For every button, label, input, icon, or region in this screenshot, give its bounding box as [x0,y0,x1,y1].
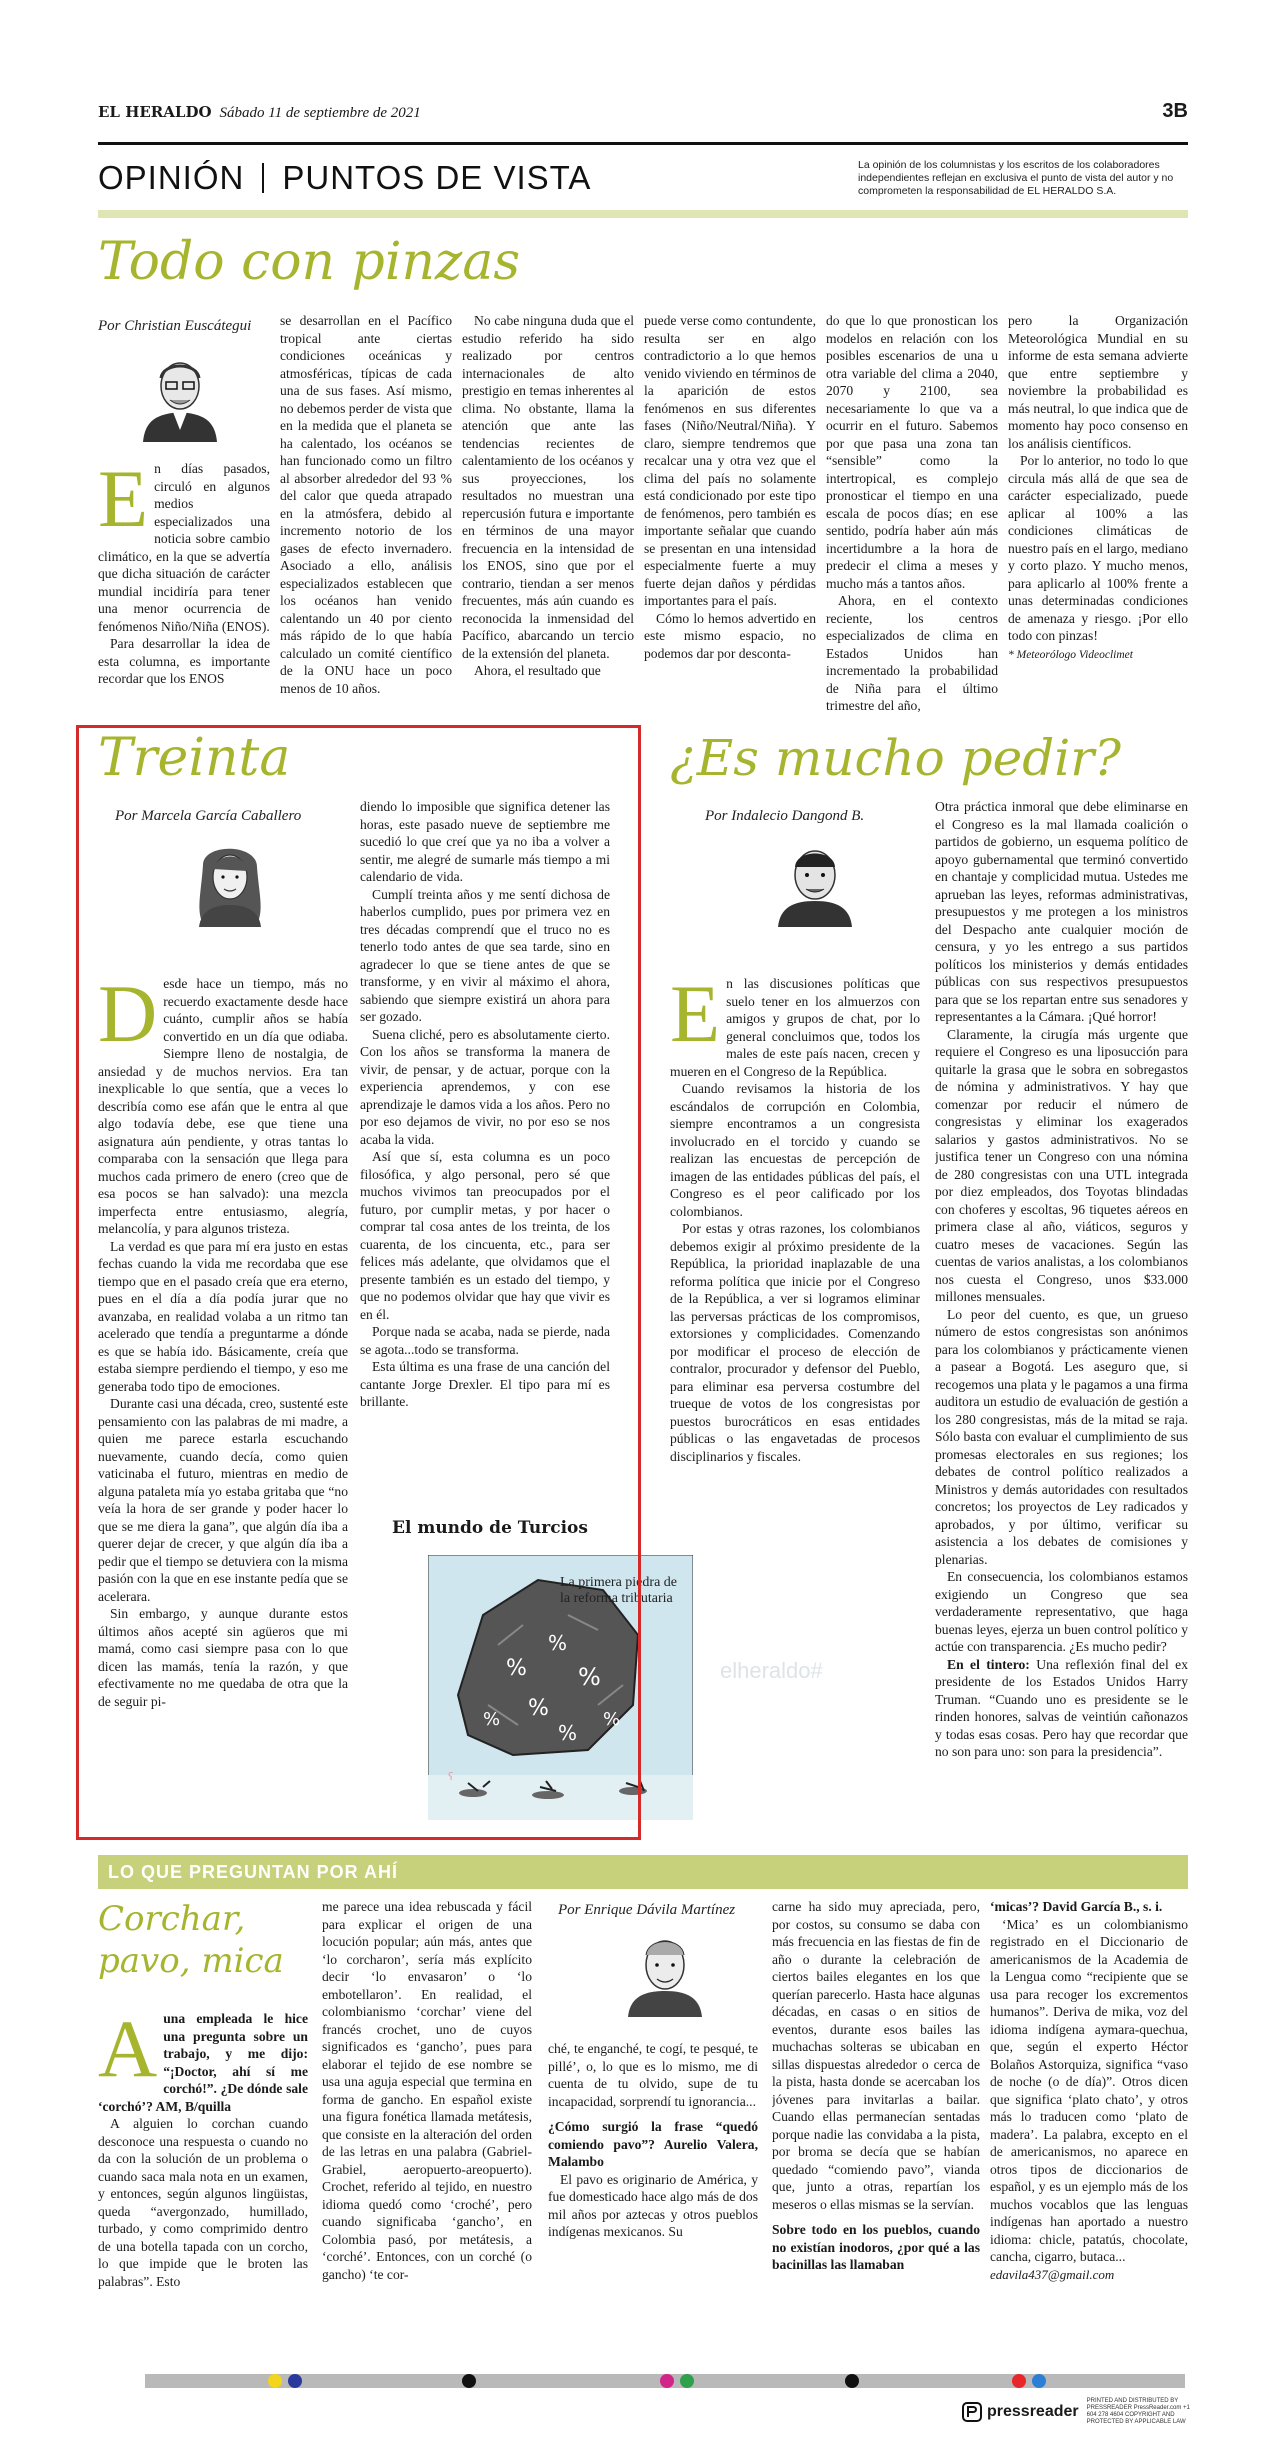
paragraph: Por estas y otras razones, los colombianos debemos exigir al próximo presidente de la República, la prioridad inaplazable de una reforma política que inicie por el Congreso de la República, a ver si logramos eliminar las perversas prácticas de los compromisos, extorsiones y complicidades. Comenzando por modificar el proceso de elección de contralor, procurador y defensor del Pueblo, para eliminar esa perversa costumbre del trueque de votos de los congresistas por puestos burocráticos en esas entidades públicas o las engavetadas de procesos disciplinarios y fiscales. [670,1221,920,1464]
author-portrait [620,1925,710,2017]
article-column [322,1898,532,2363]
paragraph: Claramente, la cirugía más urgente que requiere el Congreso es una liposucción para quitarle la grasa que le sobra en sobregastos de nómina y administrativos. Y hay que comenzar por reducir el número de congresistas y eliminar los exagerados salarios y gastos administrativos. No se justifica tener un Congreso con una nómina de 280 congresistas con una UTL integrada por diez empleados, dos Toyotas blindadas con choferes y escoltas, 96 tiquetes aéreos en primera clase al año, viáticos, seguros y cuatro meses de vacaciones. Según las cuentas de varios analistas, a los colombianos nos cuesta el Congreso, unos $33.000 millones mensuales. [935,1026,1188,1304]
registration-dot [1032,2374,1046,2388]
section-divider [262,163,264,193]
article-column [280,312,452,712]
page-number: 3B [1162,100,1188,122]
author-portrait [135,350,225,442]
registration-dot [1012,2374,1026,2388]
closing-note-label: En el tintero: [947,1656,1030,1672]
registration-dot [845,2374,859,2388]
article-column [772,1898,980,2363]
paragraph: La verdad es que para mí era justo en estas fechas cuando la vida me recordaba que ese tiempo que en el pasado creía que era eterno, pues en el día a día podía jurar que no avanzaba, en realidad volaba a un ritmo tan acelerado que tendía a preguntarme a dónde es que se había ido. Básicamente, creía que estaba siempre perdiendo el tiempo, y eso me generaba todo tipo de emociones. [98,1238,348,1394]
paragraph: Cuando revisamos la historia de los escándalos de corrupción en Colombia, siempre encontramos a un congresista involucrado en el torcido y cuando se realizan las encuestas de percepción de imagen de las entidades públicas del país, el Congreso es el peor calificado por los colombianos. [670,1081,920,1219]
article-column [98,2010,308,2360]
author-portrait [770,835,860,927]
paragraph: me parece una idea rebuscada y fácil para explicar el origen de una locución popular; aún más, antes que ‘lo corcharon’, sería más explícito decir ‘lo envasaron’ o ‘lo embotellaron’. En realidad, el colombianismo ‘corchar’ viene del francés crochet, uno de cuyos significados es ‘gancho’, pues para elaborar el tejido de ese nombre se usa una aguja especial que termina en forma de gancho. En español existe una figura fonética llamada metátesis, que consiste en la alteración del orden de las letras en una palabra (Gabriel-Grabiel, aeropuerto-areopuerto). Crochet, referido al tejido, en nuestro idioma quedó como ‘croché’, pero cuando significaba ‘gancho’, en Colombia pasó, por metátesis, a ‘corché’. Entonces, con un corché (o gancho) ‘te cor- [322,1899,532,2282]
reader-question [548,2118,758,2171]
reader-question [772,2221,980,2274]
article-column [462,312,634,712]
paragraph: Ahora, el resultado que [474,663,601,678]
paragraph: En consecuencia, los colombianos estamos exigiendo un Congreso que sea verdaderamente representativo, que haga buenas leyes, ejerza un buen control político y actúe con transparencia. ¿Es mucho pedir? [935,1569,1188,1654]
reader-question: una empleada le hice una pregunta sobre un trabajo, y me dijo: “¡Doctor, ahí sí me corchó!”. ¿De dónde sale ‘corchó’? AM, B/quilla [98,2011,308,2114]
caption-text: La primera piedra de la reforma tributaria [560,1575,677,1606]
question-text: Sobre todo en los pueblos, cuando no existían inodoros, ¿por qué a las bacinillas las llamaban [772,2222,980,2272]
registration-dot [660,2374,674,2388]
drop-cap: E [98,460,149,544]
reader-question: ‘micas’? David García B., s. i. [990,1899,1163,1914]
section-bar-title: LO QUE PREGUNTAN POR AHÍ [108,1861,399,1882]
closing-note-text: Una reflexión final del ex presidente de los Estados Unidos Harry Truman. “Cuando uno es presidente se le rinden honores, salvas de veintiún cañonazos y todas esas cosas. Pero hay que recordar que no son para uno: son para la presidencia”. [935,1656,1188,1759]
author-portrait [185,835,275,927]
cartoon-title: El mundo de Turcios [392,1518,588,1538]
author-footnote: * Meteorólogo Videoclimet [1008,648,1133,661]
editorial-disclaimer: La opinión de los columnistas y los escritos de los colaboradores independientes reflejan en exclusiva el punto de vista del autor y no comprometen la responsabilidad de EL HERALDO S.A. [858,158,1174,197]
article-column [98,460,270,710]
paragraph: No cabe ninguna duda que el estudio referido ha sido realizado por centros internacionales de alto prestigio en temas inherentes al clima. No obstante, llama la atención que ante las tendencias recientes de calentamiento de los océanos y sus proyecciones, los resultados no muestran una repercusión futura e importante en términos de una mayor frecuencia en la intensidad de los ENOS, sino que por el contrario, tiendan a ser menos frecuentes, más aún cuando es reconocida la inmensidad del Pacífico, abarcando un tercio de la extensión del planeta. [462,313,634,661]
section-rule [98,210,1188,218]
article-title [98,1898,284,1982]
lead-paragraph: n días pasados, circuló en algunos medios especializados una noticia sobre cambio climático, en la que se advertía que dicha situación de carácter mundial incidiría para tener una menor ocurrencia de fenómenos Niño/Niña (ENOS). [98,461,270,634]
paragraph: Suena cliché, pero es absolutamente cierto. Con los años se transforma la manera de vivir, de pensar, y de actuar, porque con la experiencia aprendemos, y con ese aprendizaje le damos vida a los años. Pero no por eso dejamos de vivir, no por eso se nos acaba la vida. [360,1026,610,1147]
article-column [1008,312,1188,712]
lead-paragraph: n las discusiones políticas que suelo tener en los almuerzos con amigos y grupos de chat, por lo general concluimos que, todos los males de este país nacen, crecen y mueren en el Congreso de la República. [670,976,920,1079]
paragraph: ché, te enganché, te cogí, te pesqué, te pillé’, o, lo que es lo mismo, me di cuenta de tu olvido, supe de tu incapacidad, sorprendí tu ignorancia... [548,2041,758,2109]
article-byline: Por Enrique Dávila Martínez [558,1902,736,1918]
paragraph: carne ha sido muy apreciada, pero, por costos, su consumo se daba con más frecuencia en las fiestas de fin de año o durante la celebración de ciertos bailes elegantes en los que querían parecerlo. Hasta hace algunas décadas, en casas o en sitios de eventos, durante esos bailes las muchachas solteras se ubicaban en sillas dispuestas alrededor o cerca de la pista, hasta donde se acercaban los jóvenes para invitarlas a bailar. Cuando ellas permanecían sentadas porque nadie las convidaba a la pista, por broma se decía que se habían quedado “comiendo pavo”, vianda que, junto a otras, repartían los meseros o ellas mismas se la servían. [772,1899,980,2212]
article-column [670,975,920,1485]
masthead [98,100,1188,130]
paragraph: se desarrollan en el Pacífico tropical ante ciertas condiciones oceánicas y atmosféricas, típicas de cada una de sus fases. Así mismo, no debemos perder de vista que en la medida que el planeta se ha calentado, los océanos se han funcionado como un filtro al absorber alrededor del 93 % del calor que queda atrapado en la atmósfera, debido al incremento notorio de los gases de efecto invernadero. Asociado a ello, análisis especializados establecen que los océanos han venido calentando un 40 por ciento más rápido de lo que había calculado un comité científico de la ONU hace un poco menos de 10 años. [280,313,452,696]
percent-symbol: % [506,1656,527,1681]
paragraph: Por lo anterior, no todo lo que circula más allá de que sea de carácter especializado, puede aplicar al 100% a las condiciones climáticas de nuestro país en el largo, mediano y corto plazo. Y mucho menos, para aplicarlo al 100% frente a unas determinadas condiciones de amenaza y riesgo. ¡Por ello todo con pinzas! [1008,453,1188,643]
drop-cap: D [98,975,158,1059]
article-column [360,798,610,1498]
registration-dot [462,2374,476,2388]
article-byline: Por Christian Euscátegui [98,318,252,334]
percent-symbol: % [578,1663,601,1691]
svg-text:ʕ: ʕ [448,1770,454,1783]
lead-paragraph: esde hace un tiempo, más no recuerdo exactamente desde hace cuánto, cumplir años se había convertido en un día que odiaba. Siempre lleno de nostalgia, de ansiedad y de muchos nervios. Era tan inexplicable lo que sentía, que a veces lo describía como ese afán que le entra al que algo todavía debe, ese que tiene una asignatura aún pendiente, y otras tantas lo comparaba con la sensación que llega para muchos cada primero de enero (creo que de esa pocos se han salvado): una mezcla imperfecta entre entusiasmo, alegría, melancolía, y para algunos tristeza. [98,976,348,1236]
paragraph: Otra práctica inmoral que debe eliminarse en el Congreso es la mal llamada coalición o partidos de gobierno, un esquema político de apoyo gubernamental que terminó convertido en chantaje y complicidad mutua. Ustedes me aprueban las leyes, reformas administrativas, presupuestos y me protegen a los ministros del Despacho ante cualquier moción de censura, y yo les entrego a sus partidos políticos los ministerios y demás entidades públicas con sus respectivos presupuestos para que se los repartan entre sus senadores y representantes a la Cámara. ¡Qué horror! [935,799,1188,1024]
registration-dot [680,2374,694,2388]
cartoon-caption [560,1575,690,1607]
paragraph: Así que sí, esta columna es un poco filosófica, y algo personal, pero sé que muchos vivimos tan preocupados por el futuro, por cumplir metas, y por hacer o comprar tal cosa antes de los treinta, de los cuarenta, de los cincuenta, etc., para ser felices más adelante, que olvidamos que el presente también es un estado del tiempo, y que no podemos olvidar que hay que vivir es en él. [360,1149,610,1322]
article-title: ¿Es mucho pedir? [670,729,1121,787]
pressreader-fine-print: PRINTED AND DISTRIBUTED BY PRESSREADER PressReader.com +1 604 278 4604 COPYRIGHT AND PROTECTED BY APPLICABLE LAW [1086,2398,1190,2425]
paragraph: diendo lo imposible que significa detener las horas, este pasado nueve de septiembre me sucedió lo que creí que ya no iba a volver a sentir, me alegré de sumarle más tiempo a mi calendario de vida. [360,799,610,884]
paragraph: Para desarrollar la idea de esta columna, es importante recordar que los ENOS [98,636,270,686]
section-header [98,150,1188,206]
article-title: Todo con pinzas [98,232,521,292]
article-column [990,1898,1188,2363]
pressreader-logo[interactable]: pressreader [987,2403,1079,2420]
paragraph: Esta última es una frase de una canción del cantante Jorge Drexler. El tipo para mí es brillante. [360,1359,610,1409]
article-column [548,2040,758,2365]
section-bar [98,1855,1188,1889]
section-subname: PUNTOS DE VISTA [282,159,592,196]
percent-symbol: % [603,1709,621,1730]
title-line: Corchar, [98,1899,246,1939]
paragraph: El pavo es originario de América, y fue domesticado hace algo más de dos mil años por aztecas y otros pueblos indígenas mexicanos. Su [548,2171,758,2239]
drop-cap: A [98,2010,158,2094]
paragraph: Durante casi una década, creo, sustenté este pensamiento con las palabras de mi madre, a quien me parece estarla escuchando nuevamente, cuando decía, como quien vaticinaba el futuro, mientras en medio de alguna pataleta mía yo estaba gritaba que “no veía la hora de ser grande y poder hacer lo que se me diera la gana”, que algún día iba a querer dejar de crecer, y que algún día iba a pedir que el tiempo se detuviera con la misma pasión con la que en ese instante pedía que se acelerara. [98,1396,348,1604]
percent-symbol: % [528,1696,549,1721]
drop-cap: E [670,975,721,1059]
article-title: Treinta [98,728,291,788]
paragraph: Porque nada se acaba, nada se pierde, nada se agota...todo se transforma. [360,1324,610,1357]
watermark: elheraldo# [720,1658,823,1683]
paragraph: do que lo que pronostican los modelos en relación con los posibles escenarios de una u otra variable del clima a 2040, 2070 y 2100, sea necesariamente lo que va a ocurrir en el futuro. Sabemos por que pasa una zona tan “sensible” como la intertropical, es complejo pronosticar el tiempo en una escala de pocos días; en ese sentido, podría haber aún más incertidumbre a la hora de predecir el clima a meses y mucho más a tantos años. [826,313,998,591]
paragraph: Ahora, en el contexto reciente, los centros especializados de clima en Estados Unidos han incrementado la probabilidad de Niña para el último trimestre del año, [826,593,998,712]
issue-date: Sábado 11 de septiembre de 2021 [219,105,421,121]
article-column [644,312,816,712]
registration-dot [268,2374,282,2388]
title-line: pavo, mica [98,1941,284,1981]
pressreader-icon [962,2402,982,2422]
question-text: ¿Cómo surgió la frase “quedó comiendo pavo”? Aurelio Valera, Malambo [548,2119,758,2169]
percent-symbol: % [483,1709,501,1730]
article-byline: Por Marcela García Caballero [115,808,302,824]
paragraph: Sin embargo, y aunque durante estos últimos años acepté sin agüeros que mi mamá, como casi siempre pasa con lo que dicen las mamás, tenía la razón, y que efectivamente no me quedaba de otra que la de seguir pi- [98,1606,348,1709]
article-column [935,798,1188,1833]
paragraph: Cómo lo hemos advertido en este mismo espacio, no podemos dar por desconta- [644,610,816,661]
pressreader-footer [962,2398,1197,2426]
article-byline: Por Indalecio Dangond B. [705,808,865,824]
closing-note [935,1656,1188,1761]
article-column [826,312,998,712]
registration-dot [288,2374,302,2388]
paragraph: Lo peor del cuento, es que, un grueso número de estos congresistas son anónimos para los colombianos y prácticamente vienen a pasear a Bogotá. Les aseguro que, si recogemos una plata y le pagamos a una firma auditora un estudio de evaluación de gestión a los 280 congresistas, más de la mitad se raja. Sólo basta con evaluar el cumplimiento de sus promesas electorales en sus regiones; los debates de control político realizados a Ministros y demás autoridades con resultados concretos; los proyectos de Ley radicados y aprobados, y por último, verificar su asistencia a los debates de comisiones y plenarias. [935,1306,1188,1567]
paragraph: A alguien lo corchan cuando desconoce una respuesta o cuando no da con la solución de un problema o cuando saca mala nota en un examen, y entonces, según algunos lingüistas, queda “avergonzado, humillado, turbado, y como comprimido dentro de una botella tapada con un corcho, lo que impide que le broten las palabras”. Esto [98,2116,308,2289]
percent-symbol: % [558,1721,578,1745]
author-email[interactable]: edavila437@gmail.com [990,2266,1115,2282]
paragraph: puede verse como contundente, resulta ser en algo contradictorio a lo que hemos venido viviendo en términos de la aparición de estos fenómenos en sus diferentes fases (Niño/Neutral/Niña). Y claro, siempre tendremos que recalcar una y otra vez que el clima del país no solamente está condicionado por este tipo de fenómenos, pero también es importante señalar que cuando se presentan en una intensidad especialmente fuerte a muy fuerte dejan daños y pérdidas importantes para el país. [644,313,816,608]
section-name: OPINIÓN [98,159,245,196]
article-column [98,975,348,1825]
newspaper-name: EL HERALDO [98,103,212,121]
paragraph: pero la Organización Meteorológica Mundial en su informe de esta semana advierte que entre septiembre y noviembre la probabilidad es más neutral, lo que indica que de momento hay poco consenso en los análisis científicos. [1008,313,1188,451]
paragraph: Cumplí treinta años y me sentí dichosa de haberlos cumplido, pues por primera vez en tres décadas comprendí que el truco no es tenerlo todo antes de que sea tarde, sino en agradecer lo que se tiene antes de que se transforme, y en vivir al máximo el ahora, sabiendo que siempre existirá un ahora para ser gozado. [360,886,610,1024]
top-rule [98,142,1188,145]
percent-symbol: % [548,1631,568,1655]
paragraph: ‘Mica’ es un colombianismo registrado en el Diccionario de americanismos de la Academia de la Lengua como “recipiente que se usa para recoger los excrementos humanos”. Deriva de mika, voz del idioma indígena aymara-quechua, que, según el experto Héctor Bolaños Astorquiza, significa “vaso de noche (o de día)”. Otros dicen que significa ‘plato chato’, y otros más lo traducen como ‘plato de madera’. La palabra, excepto en el de americanismos, no aparece en otros tipos de diccionarios de español, y es un ejemplo más de los muchos vocablos que las lenguas indígenas han aportado a nuestro idioma: chicle, patatús, chocolate, cancha, cigarro, butaca... [990,1916,1188,2264]
